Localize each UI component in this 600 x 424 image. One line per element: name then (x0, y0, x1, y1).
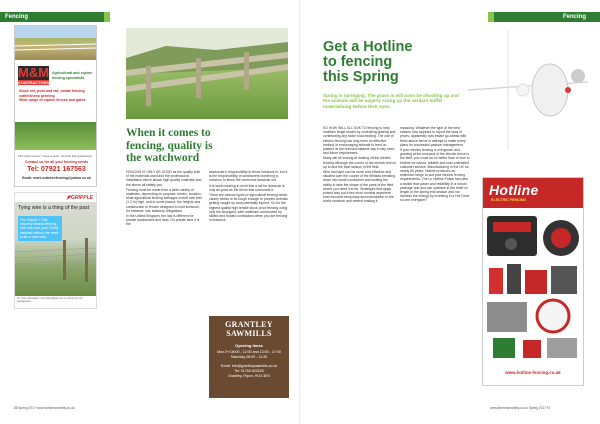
article-paragraph: There are various types of agricultural fencing which clearly needs to be tough enough to prevent animals getting caught up and potentially injured. Go for the highest quality high tensile stock proof fencing using only the strongest, safe materials constructed by skilled and trusted contractors when you are fencing in livestock. (209, 193, 288, 223)
article-paragraph: Fencing must be made from a wide variety of materials, depending on purpose, terrain, location. Most agricultural fencing averages a stuff over feet (1.2 m) high, and in some places, the heights and construction of fences designed to hold livestock, for instance, has statutory obligations. (126, 187, 202, 213)
hotline-url[interactable]: www.hotline-fencing.co.uk (505, 370, 561, 375)
grantley-hours-saturday: Saturday 08:00 - 11:30 (230, 355, 268, 359)
mm-logo-letters: M&M (18, 65, 50, 80)
leaf-decoration (104, 12, 110, 22)
gripple-ad[interactable] (14, 192, 97, 309)
grantley-phone[interactable]: Tel: 01765 620326 (234, 369, 264, 373)
gripple-photo (15, 202, 96, 296)
wire-fence-drawing (15, 202, 96, 296)
article-standfirst: Spring is springing. The grass is will soon be shooting up and the animals will be eagerly sizing up the verdant buffet materialising before their eyes. (323, 93, 459, 109)
mm-services (15, 87, 96, 105)
mm-logo (18, 66, 49, 85)
gripple-footnote: For more information, visit www.gripple.com or contact our UK headquarters (17, 297, 83, 303)
hotline-brand-sub: ELECTRIC FENCING (491, 198, 527, 202)
article-paragraph: In the United Kingdom, the law is different for private landowners and land. On private land it is the (126, 214, 200, 227)
grantley-address: Grantley, Ripon, HG4 3ES (228, 374, 270, 378)
headline-line: the watchword (126, 152, 200, 164)
hotline-products-drawing (483, 210, 584, 378)
gripple-mark-icon: ◤ (67, 195, 72, 201)
grantley-hours-weekday: Mon-Fri 08:00 - 12:00 and 13:00 - 17:00 (217, 350, 281, 354)
page-gutter (299, 0, 301, 424)
section-tab-left (0, 12, 104, 22)
mm-service-item: Wide range of equine fences and gates (19, 98, 86, 102)
footer-left: 88 Spring 2017 www.farmersmonthly.co.uk (14, 406, 75, 410)
hotline-brand: Hotline (489, 182, 539, 198)
article-col-2 (209, 170, 289, 223)
section-tab-label: Fencing (5, 14, 29, 20)
mm-contact-heading: Contact us for all your fencing needs (24, 160, 89, 164)
wooden-fence-drawing (126, 28, 288, 119)
section-tab-right (494, 12, 600, 22)
mm-note: First class service 7 days a week · All work fully guaranteed (18, 154, 92, 158)
article-col-1 (126, 170, 204, 228)
article-paragraph: FENCING IS ONLY AS GOOD as the quality both of the materials used and the professional installation which allows high quality materials and the above all satisfy you. (126, 170, 202, 187)
mm-service-item: Stock net, post and rail, estate fencing cattle/sheep penning (19, 89, 85, 98)
mm-logo-row (15, 60, 96, 87)
gripple-body: The Gripple T-Clip securely fastens fencing wire stan and post. Easily installed without the need to tie or knot wire. (18, 216, 62, 241)
wooden-fence-photo (126, 28, 288, 119)
article-headline-left (126, 127, 291, 165)
article-col-1-right (323, 126, 396, 205)
article-paragraph: If your electric fencing is overgrown and growing at the prospect of the electric fence in the field, you could do no better than to look to Hotline for robust, reliable and user-orientated customer service. Manufacturing in the UK for nearly 60 years, Hotline produces an extensive range to suit your electric fencing requirements. The Lo Hotline Pulsar fast pets a switch that power and reliability in a robust package and you can optimise in the shelf on length of the spring end season and not harness the energy by investing in a Hot Drive so one energiser? (400, 148, 470, 203)
mm-phone[interactable]: Tel: 07921 167563 (27, 166, 86, 173)
paddock-photo (15, 26, 96, 60)
mm-contractors-ad[interactable] (14, 25, 97, 187)
article-headline-right (323, 40, 483, 85)
gate-photo (15, 122, 96, 150)
article-paragraph: Wire and tape can be more cost effective and situated over the course of the fieldsas breaking down into small conductors and slotting the ability to take the shape of the parts of the field where you need it to be. Strategies that apply pulsed way put a few short months anywhere even become temporary accommodation in the world moisture and reseed making it (323, 170, 395, 204)
headline-line: Get a Hotline (323, 39, 413, 55)
article-paragraph: SO HOW WILL ALL OOK TO fencing to help maintain fenge stocks by controlling grazing and contributing any stoke road heating. The use of electric fencing has long been an effective method of encouraging animals to feed on pasture at the relevant balance day in day need and future requirement. (323, 126, 396, 156)
headline-line: When it comes to (126, 127, 211, 139)
article-paragraph: landowner's responsibility to fence livestock in, but it is the responsibility of landowners bordering a common to fence the commons livestock out. (209, 170, 288, 183)
headline-line: this Spring (323, 69, 399, 85)
mm-tagline: Agricultural and equine fencing specialists (52, 71, 93, 80)
grantley-email[interactable]: Email: info@grantleysawmills.co.uk (220, 364, 278, 368)
article-paragraph: replacing. Whatever the type of the best season now appears to report the laws of prices, apparently now estate go-ahead with fresh above farms or attempt to make every plans for successful pasture management. (400, 126, 467, 147)
mm-logo-word: CONTRACTORS (18, 80, 50, 85)
fence-photo-drawing (15, 26, 96, 60)
grantley-sawmills-ad[interactable] (209, 316, 289, 398)
section-tab-label: Fencing (562, 14, 586, 20)
gripple-brand: GRIPPLE (71, 195, 93, 201)
headline-line: fencing, quality is (126, 139, 213, 152)
grantley-name: GRANTLEY SAWMILLS (225, 320, 273, 338)
grantley-hours-heading: Opening times (235, 343, 263, 348)
footer-right: www.farmersmonthly.co.uk Spring 2017 97 (490, 406, 551, 410)
mm-email[interactable]: Email: mark.crabtreefencing@yahoo.co.uk (22, 176, 91, 180)
gripple-headline: Tying wire is a thing of the past (18, 205, 90, 211)
article-paragraph: Many will be looking at dusting off the electric fencing although the corner of the electric tech is up to and the best season in the field. (323, 156, 396, 169)
hotline-ad[interactable] (482, 177, 584, 386)
hotline-logo-banner (483, 178, 583, 208)
article-paragraph: It is worth bearing in mind that a fail for livestock is only as good as the fence that surrounds it. (209, 183, 285, 192)
article-col-2-right (400, 126, 470, 204)
headline-line: to fencing (323, 54, 393, 70)
insulator-photo (468, 30, 588, 150)
